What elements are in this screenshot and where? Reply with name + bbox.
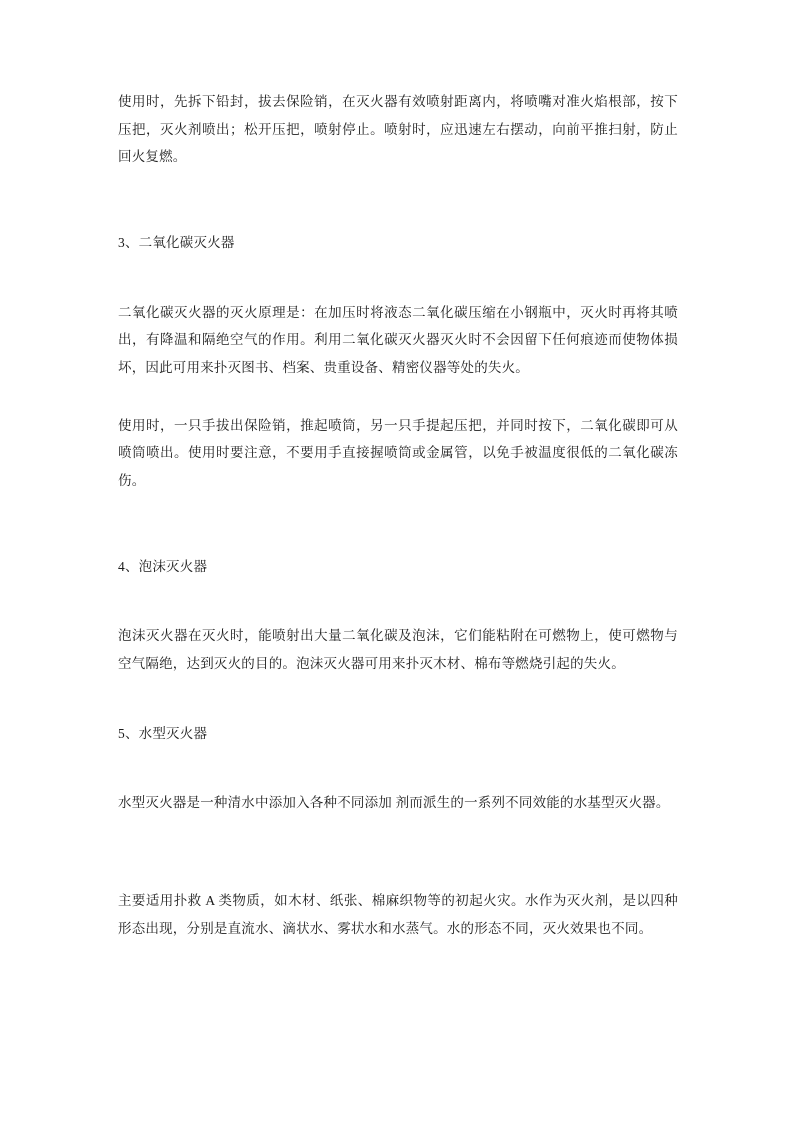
spacer — [118, 382, 678, 412]
spacer — [118, 747, 678, 789]
document-body — [118, 88, 678, 942]
paragraph-co2-usage: 使用时，一只手拔出保险销，推起喷筒，另一只手提起压把，并同时按下，二氧化碳即可从喷筒喷出。使用时要注意，不要用手直接握喷筒或金属管，以免手被温度很低的二氧化碳冻伤。 — [118, 417, 678, 489]
spacer — [118, 257, 678, 299]
heading-co2-extinguisher: 3、二氧化碳灭火器 — [118, 235, 235, 251]
spacer — [118, 817, 678, 887]
paragraph-foam-description: 泡沫灭火器在灭火时，能喷射出大量二氧化碳及泡沫，它们能粘附在可燃物上，使可燃物与空气隔绝，达到灭火的目的。泡沫灭火器可用来扑灭木材、棉布等燃烧引起的失火。 — [118, 628, 678, 672]
paragraph-usage-dry-powder: 使用时，先拆下铅封，拔去保险销，在灭火器有效喷射距离内，将喷嘴对准火焰根部，按下压把，灭火剂喷出；松开压把，喷射停止。喷射时，应迅速左右摆动，向前平推扫射，防止回火复燃。 — [118, 94, 678, 165]
spacer — [118, 171, 678, 229]
spacer — [118, 580, 678, 622]
spacer — [118, 678, 678, 720]
spacer — [118, 495, 678, 553]
paragraph-water-definition: 水型灭火器是一种清水中添加入各种不同添加 剂而派生的一系列不同效能的水基型灭火器。 — [118, 795, 670, 811]
heading-water-extinguisher: 5、水型灭火器 — [118, 725, 208, 741]
paragraph-co2-principle: 二氧化碳灭火器的灭火原理是：在加压时将液态二氧化碳压缩在小钢瓶中，灭火时再将其喷出，有降温和隔绝空气的作用。利用二氧化碳灭火器灭火时不会因留下任何痕迹而使物体损坏，因此可用来扑灭图书、档案、贵重设备、精密仪器等处的失火。 — [118, 304, 678, 376]
heading-foam-extinguisher: 4、泡沫灭火器 — [118, 558, 208, 574]
paragraph-water-application: 主要适用扑救 A 类物质，如木材、纸张、棉麻织物等的初起火灾。水作为灭火剂，是以四种形态出现，分别是直流水、滴状水、雾状水和水蒸气。水的形态不同，灭火效果也不同。 — [118, 893, 678, 936]
